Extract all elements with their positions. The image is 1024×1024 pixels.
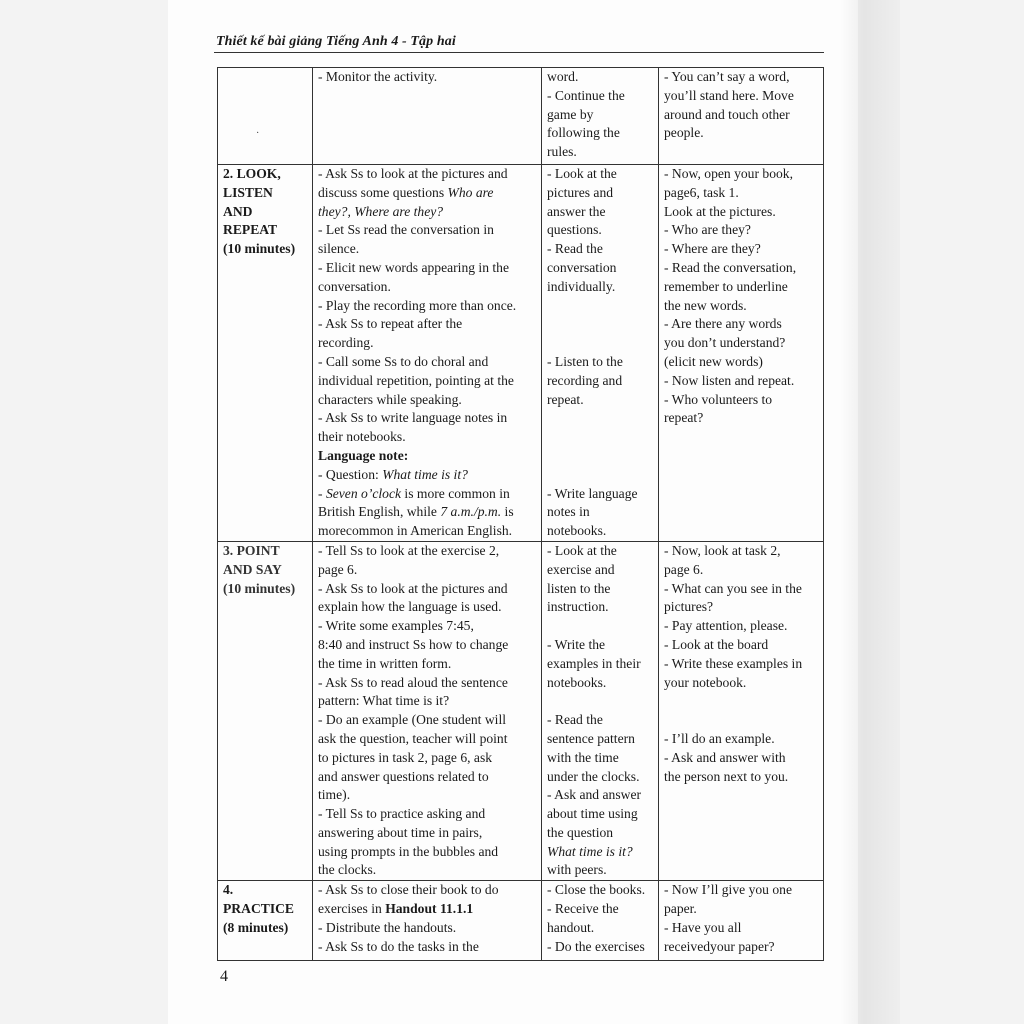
text-line: to pictures in task 2, page 6, ask — [318, 749, 493, 765]
blank-line — [547, 334, 655, 353]
text-line: using prompts in the bubbles and — [318, 843, 499, 859]
text-line: repeat. — [547, 391, 584, 407]
handout-reference: exercises in Handout 11.1.1 — [318, 901, 474, 917]
stage-title: PRACTICE — [223, 901, 294, 917]
text-line: time). — [318, 787, 351, 803]
blank-line — [547, 409, 655, 428]
text-line — [318, 900, 538, 919]
text-line: individual repetition, pointing at the — [318, 372, 514, 388]
text-line: under the clocks. — [547, 768, 640, 784]
text-line: - Read the conversation, — [664, 259, 797, 275]
stage-cell — [218, 165, 313, 542]
text-line: game by — [547, 106, 594, 122]
teacher-activities-cell — [313, 68, 542, 165]
students-activities-cell — [542, 541, 659, 880]
text-line: recording and — [547, 372, 623, 388]
students-activities-cell — [542, 881, 659, 961]
text-line: individually. — [547, 278, 616, 294]
table-row — [218, 881, 824, 961]
blank-line — [664, 711, 820, 730]
text-line: the clocks. — [318, 862, 377, 878]
text-line: discuss some questions Who are — [318, 184, 494, 200]
text-line: recording. — [318, 335, 374, 351]
classroom-language-cell — [659, 68, 824, 165]
text-line: pictures? — [664, 599, 714, 615]
classroom-language-cell — [659, 541, 824, 880]
text-line: - Have you all — [664, 919, 742, 935]
text-line: 8:40 and instruct Ss how to change — [318, 636, 509, 652]
stray-mark: · — [256, 128, 260, 139]
text-line: - Now listen and repeat. — [664, 372, 795, 388]
stage-duration: (10 minutes) — [223, 241, 296, 257]
text-line: your notebook. — [664, 674, 747, 690]
text-line: questions. — [547, 222, 602, 238]
running-header: Thiết kế bài giảng Tiếng Anh 4 - Tập hai — [216, 34, 456, 49]
text-line: - Ask Ss to look at the pictures and — [318, 580, 508, 596]
blank-line — [664, 692, 820, 711]
blank-line — [547, 428, 655, 447]
text-line: - Tell Ss to look at the exercise 2, — [318, 542, 500, 558]
stage-duration: (10 minutes) — [223, 580, 296, 596]
text-line: Look at the pictures. — [664, 203, 776, 219]
text-line: and answer questions related to — [318, 768, 489, 784]
stage-title: LISTEN — [223, 184, 273, 200]
stage-title: AND — [223, 203, 253, 219]
text-line: - Monitor the activity. — [318, 69, 438, 84]
text-line: - Ask and answer with — [664, 749, 786, 765]
text-line: - Let Ss read the conversation in — [318, 222, 494, 238]
page-number: 4 — [220, 968, 228, 985]
teacher-activities-cell — [313, 881, 542, 961]
text-line: - Look at the — [547, 542, 617, 558]
text-line: British English, while 7 a.m./p.m. is — [318, 504, 514, 520]
students-activities-cell — [542, 68, 659, 165]
text-line: - I’ll do an example. — [664, 730, 775, 746]
text-line: - Who are they? — [664, 222, 751, 238]
language-note-heading: Language note: — [318, 447, 409, 463]
text-line: - Where are they? — [664, 241, 761, 257]
text-line: - Now I’ll give you one — [664, 882, 792, 898]
text-line: - Write these examples in — [664, 655, 803, 671]
text-line: - Distribute the handouts. — [318, 919, 457, 935]
table-row — [218, 68, 824, 165]
blank-line — [547, 617, 655, 636]
text-line: - Now, look at task 2, — [664, 542, 781, 558]
table-row — [218, 165, 824, 542]
text-line: you don’t understand? — [664, 335, 786, 351]
text-line: exercise and — [547, 561, 615, 577]
stage-title: 4. — [223, 882, 234, 898]
text-line: morecommon in American English. — [318, 523, 513, 539]
text-line: their notebooks. — [318, 429, 406, 445]
text-line: answer the — [547, 203, 606, 219]
page-gutter-shadow — [840, 0, 900, 1024]
text-line: - Read the — [547, 712, 603, 728]
text-line: listen to the — [547, 580, 611, 596]
text-line: - Play the recording more than once. — [318, 297, 517, 313]
text-line: - Elicit new words appearing in the — [318, 259, 510, 275]
blank-line — [547, 692, 655, 711]
text-line: following the — [547, 125, 620, 141]
text-line: pictures and — [547, 184, 614, 200]
blank-line — [547, 466, 655, 485]
text-line: - Continue the — [547, 87, 625, 103]
text-line: - Do an example (One student will — [318, 712, 506, 728]
text-line: receivedyour paper? — [664, 938, 775, 954]
stage-title: REPEAT — [223, 222, 278, 238]
text-line: - You can’t say a word, — [664, 69, 790, 84]
text-line: characters while speaking. — [318, 391, 462, 407]
text-line: (elicit new words) — [664, 353, 763, 369]
text-line: pattern: What time is it? — [318, 693, 450, 709]
teacher-activities-cell — [313, 541, 542, 880]
classroom-language-cell — [659, 881, 824, 961]
text-line: - Are there any words — [664, 316, 782, 332]
stage-cell — [218, 881, 313, 961]
text-line: - Write the — [547, 636, 606, 652]
text-line: they?, Where are they? — [318, 203, 444, 219]
text-line: - Look at the — [547, 166, 617, 181]
text-line: - Receive the — [547, 901, 619, 917]
text-line: about time using — [547, 806, 638, 822]
text-line: - Do the exercises — [547, 938, 645, 954]
stage-title: AND SAY — [223, 561, 282, 577]
text-line: - Now, open your book, — [664, 166, 793, 181]
text-line: - Ask Ss to do the tasks in the — [318, 938, 479, 954]
stage-cell — [218, 68, 313, 165]
text-line: - Ask Ss to close their book to do — [318, 882, 499, 898]
blank-line — [547, 297, 655, 316]
text-line: page 6. — [318, 561, 358, 577]
text-line: page6, task 1. — [664, 184, 739, 200]
text-line: repeat? — [664, 410, 704, 426]
text-line: - Read the — [547, 241, 603, 257]
text-line: rules. — [547, 144, 577, 160]
stage-title: 3. POINT — [223, 542, 280, 558]
lesson-plan-table — [217, 67, 824, 961]
text-line: - Ask Ss to read aloud the sentence — [318, 674, 508, 690]
text-line: sentence pattern — [547, 730, 635, 746]
text-line: answering about time in pairs, — [318, 824, 483, 840]
header-rule — [214, 52, 824, 53]
text-line: handout. — [547, 919, 595, 935]
stage-duration: (8 minutes) — [223, 919, 289, 935]
text-line: silence. — [318, 241, 360, 257]
text-line: notes in — [547, 504, 590, 520]
text-line: around and touch other — [664, 106, 790, 122]
blank-line — [547, 447, 655, 466]
classroom-language-cell — [659, 165, 824, 542]
text-line: with peers. — [547, 862, 607, 878]
text-line: - Ask Ss to write language notes in — [318, 410, 508, 426]
text-line: instruction. — [547, 599, 609, 615]
text-line: - Call some Ss to do choral and — [318, 353, 489, 369]
text-line: word. — [547, 69, 579, 84]
blank-line — [547, 315, 655, 334]
text-line: notebooks. — [547, 674, 607, 690]
text-line: - Ask Ss to look at the pictures and — [318, 166, 508, 181]
text-line: - Who volunteers to — [664, 391, 773, 407]
text-line: paper. — [664, 901, 697, 917]
text-line: ask the question, teacher will point — [318, 730, 508, 746]
text-line: page 6. — [664, 561, 704, 577]
text-line: explain how the language is used. — [318, 599, 502, 615]
text-line: - Look at the board — [664, 636, 769, 652]
text-line: - Write language — [547, 485, 638, 501]
stage-cell — [218, 541, 313, 880]
text-line: - What can you see in the — [664, 580, 802, 596]
text-line: conversation — [547, 259, 617, 275]
stage-title: 2. LOOK, — [223, 166, 281, 181]
text-line: - Pay attention, please. — [664, 618, 788, 634]
students-activities-cell — [542, 165, 659, 542]
text-line: - Listen to the — [547, 353, 623, 369]
teacher-activities-cell — [313, 165, 542, 542]
text-line: - Ask Ss to repeat after the — [318, 316, 463, 332]
text-line: - Write some examples 7:45, — [318, 618, 474, 634]
text-line: conversation. — [318, 278, 391, 294]
text-line: notebooks. — [547, 523, 607, 539]
text-line: the new words. — [664, 297, 747, 313]
text-line: - Tell Ss to practice asking and — [318, 806, 486, 822]
table-row — [218, 541, 824, 880]
text-line: the time in written form. — [318, 655, 452, 671]
text-line: - Close the books. — [547, 882, 646, 898]
text-line: with the time — [547, 749, 619, 765]
text-line: What time is it? — [547, 843, 633, 859]
text-line: people. — [664, 125, 704, 141]
text-line: remember to underline — [664, 278, 788, 294]
text-line: the person next to you. — [664, 768, 789, 784]
text-line: you’ll stand here. Move — [664, 87, 794, 103]
text-line: - Question: What time is it? — [318, 466, 468, 482]
text-line: - Ask and answer — [547, 787, 642, 803]
text-line: - Seven o’clock is more common in — [318, 485, 510, 501]
text-line: examples in their — [547, 655, 641, 671]
text-line: the question — [547, 824, 614, 840]
